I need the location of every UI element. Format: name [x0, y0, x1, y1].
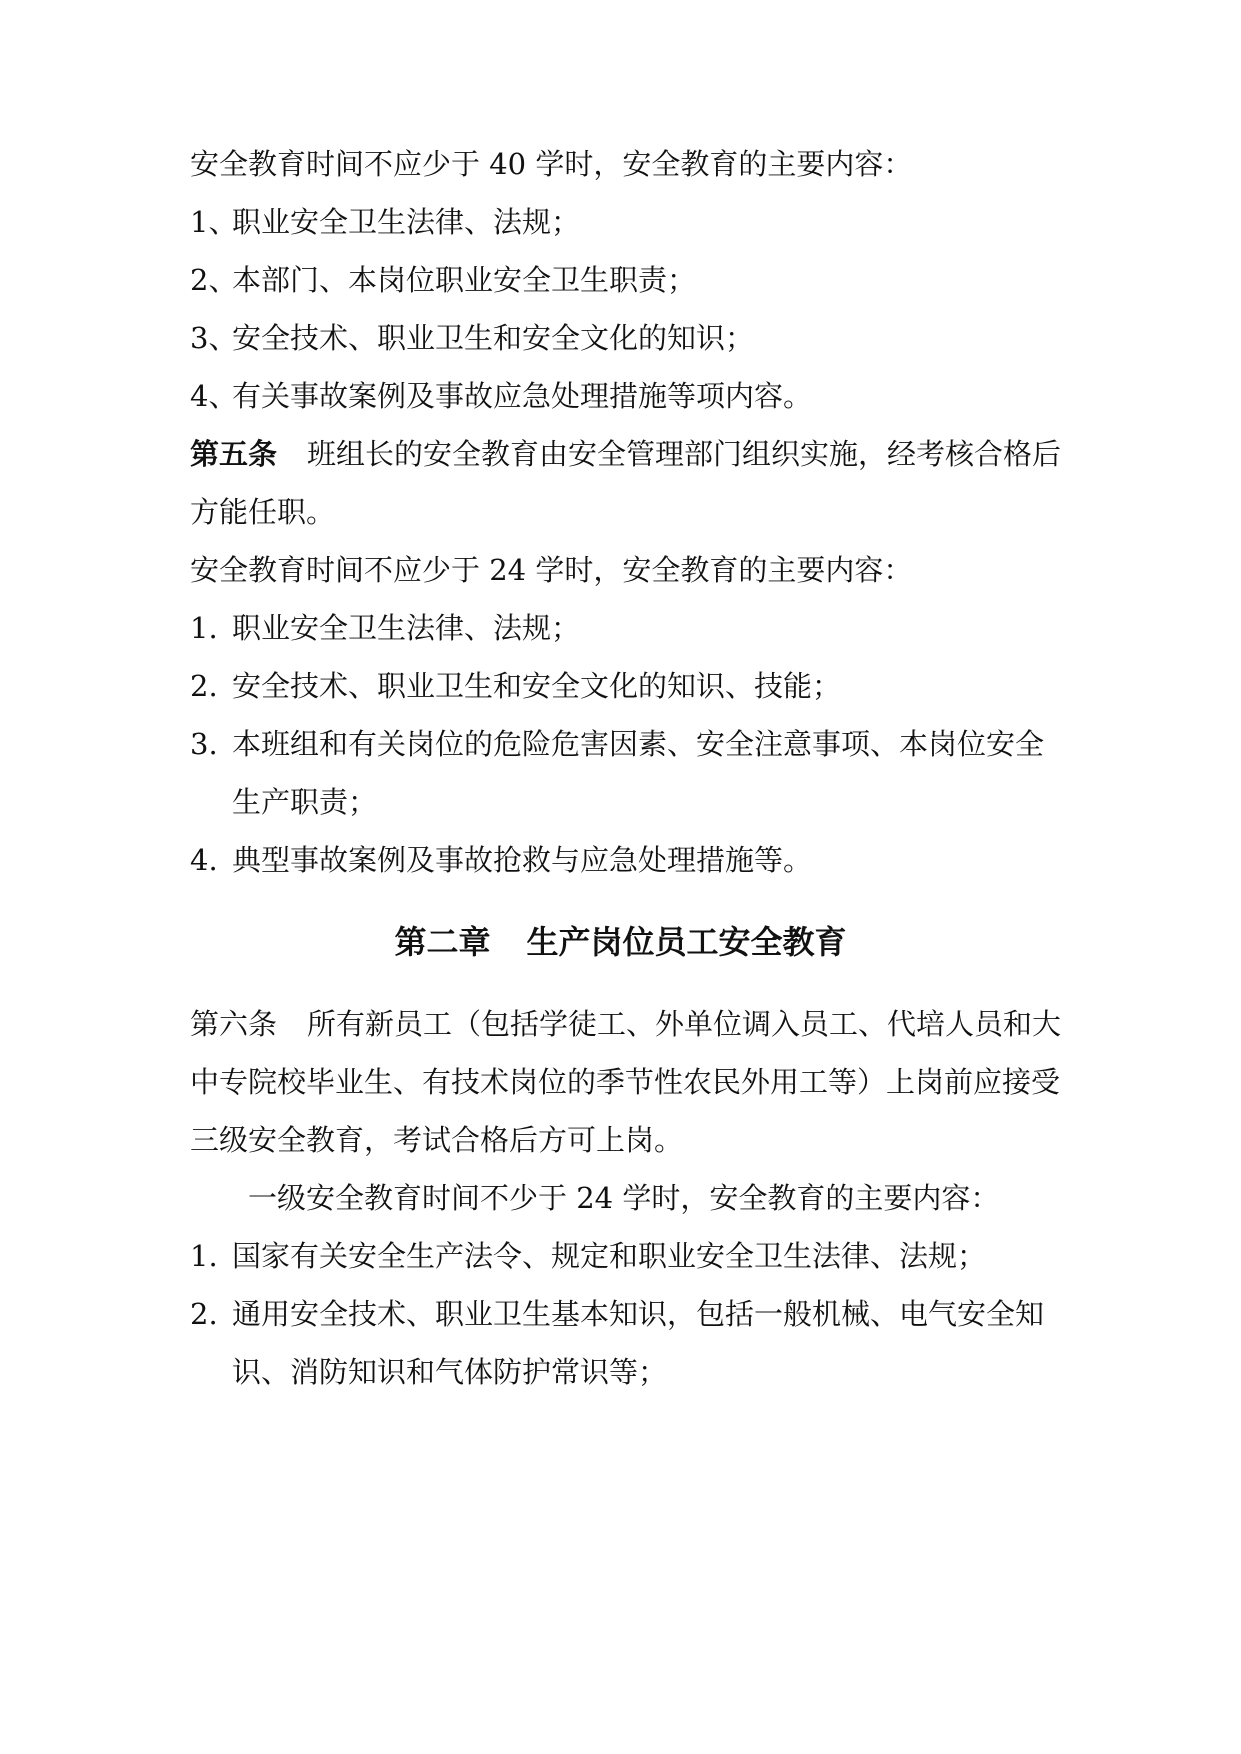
list-item — [190, 202, 1070, 242]
list-item-text: 有关事故案例及事故应急处理措施等项内容。 — [232, 379, 813, 413]
list-item — [190, 318, 1070, 358]
chapter-title: 生产岗位员工安全教育 — [526, 923, 847, 961]
list-item-continuation: 生产职责； — [232, 785, 378, 819]
list-item — [190, 666, 1070, 706]
article-5-intro: 安全教育时间不应少于 24 学时，安全教育的主要内容： — [190, 553, 913, 587]
article-5-paragraph — [190, 434, 1070, 474]
list-item-number: 4. — [190, 843, 218, 877]
list-item — [190, 840, 1070, 880]
article-6-intro: 一级安全教育时间不少于 24 学时，安全教育的主要内容： — [248, 1181, 1000, 1215]
list-item-number: 1. — [190, 611, 218, 645]
chapter-number: 第二章 — [394, 923, 491, 961]
list-item-number: 1、 — [190, 205, 238, 239]
article-6-label: 第六条 — [190, 1007, 278, 1041]
sec-a-intro: 安全教育时间不应少于 40 学时，安全教育的主要内容： — [190, 147, 913, 181]
list-item — [190, 1294, 1070, 1334]
list-item-text: 本部门、本岗位职业安全卫生职责； — [232, 263, 697, 297]
list-item — [190, 608, 1070, 648]
article-5-label: 第五条 — [190, 437, 278, 471]
list-item-text: 安全技术、职业卫生和安全文化的知识、技能； — [232, 669, 842, 703]
list-item-text: 通用安全技术、职业卫生基本知识，包括一般机械、电气安全知 — [232, 1297, 1045, 1331]
list-item — [190, 376, 1070, 416]
list-item — [190, 260, 1070, 300]
article-6-paragraph — [190, 1004, 1070, 1044]
list-item-text: 安全技术、职业卫生和安全文化的知识； — [232, 321, 755, 355]
list-item-number: 2. — [190, 669, 218, 703]
article-6-line2: 中专院校毕业生、有技术岗位的季节性农民外用工等）上岗前应接受 — [190, 1065, 1061, 1099]
article-5-line1: 班组长的安全教育由安全管理部门组织实施，经考核合格后 — [307, 437, 1062, 471]
article-6-line1: 所有新员工（包括学徒工、外单位调入员工、代培人员和大 — [307, 1007, 1062, 1041]
list-item — [190, 724, 1070, 764]
list-item — [190, 1236, 1070, 1276]
article-6-line3: 三级安全教育，考试合格后方可上岗。 — [190, 1123, 684, 1157]
list-item-text: 职业安全卫生法律、法规； — [232, 611, 581, 645]
list-item-continuation: 识、消防知识和气体防护常识等； — [232, 1355, 668, 1389]
list-item-text: 本班组和有关岗位的危险危害因素、安全注意事项、本岗位安全 — [232, 727, 1045, 761]
list-item-text: 职业安全卫生法律、法规； — [232, 205, 581, 239]
list-item-number: 3. — [190, 727, 218, 761]
list-item-number: 2. — [190, 1297, 218, 1331]
list-item-number: 1. — [190, 1239, 218, 1273]
list-item-text: 国家有关安全生产法令、规定和职业安全卫生法律、法规； — [232, 1239, 987, 1273]
list-item-number: 4、 — [190, 379, 238, 413]
chapter-heading — [0, 920, 1241, 964]
article-5-line2: 方能任职。 — [190, 495, 336, 529]
list-item-number: 2、 — [190, 263, 238, 297]
list-item-number: 3、 — [190, 321, 238, 355]
list-item-text: 典型事故案例及事故抢救与应急处理措施等。 — [232, 843, 813, 877]
